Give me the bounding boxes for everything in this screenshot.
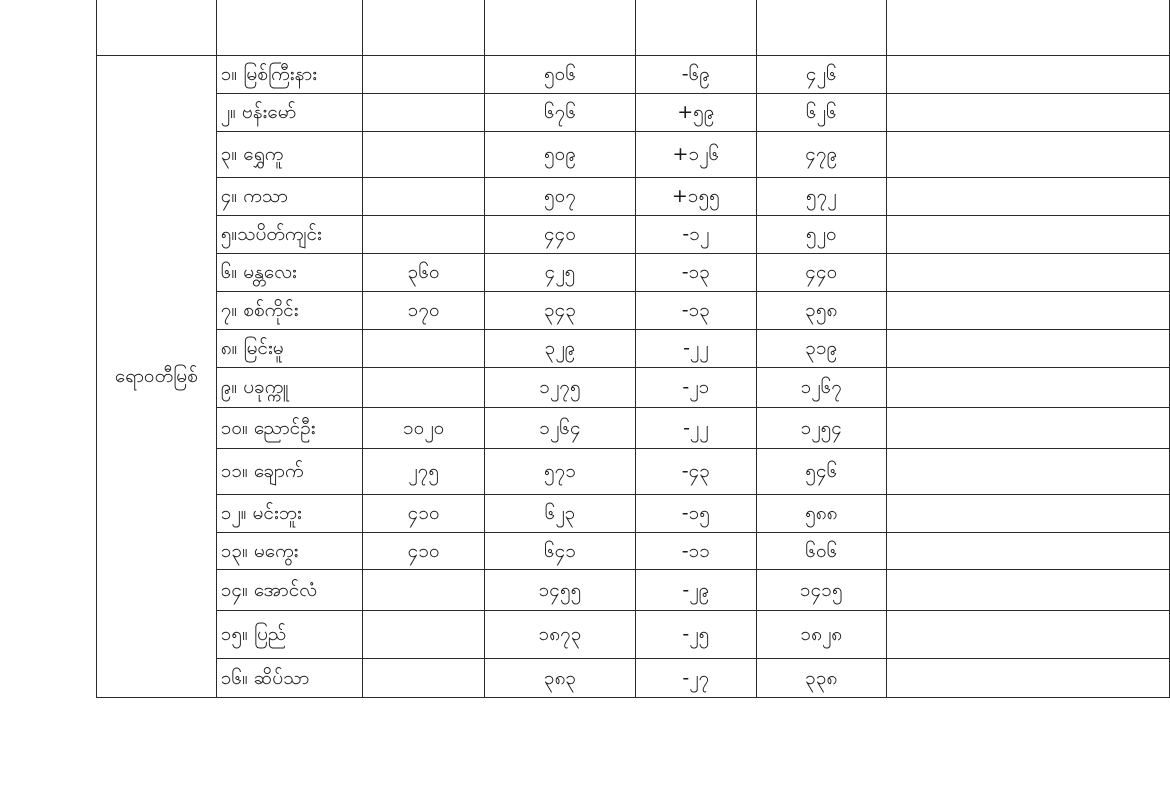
value-col-2: ၃၂၉ <box>484 330 635 368</box>
value-col-3: -၂၅ <box>636 611 756 659</box>
remarks-cell <box>886 368 1169 408</box>
value-col-3: -၁၅ <box>636 495 756 533</box>
table-row <box>97 216 1170 254</box>
value-col-4: ၁၂၆၇ <box>756 368 886 408</box>
value-col-3: -၂၇ <box>636 659 756 698</box>
value-col-2: ၆၂၃ <box>484 495 635 533</box>
table-row <box>97 132 1170 178</box>
header-cell <box>636 0 756 56</box>
value-col-1 <box>363 570 484 611</box>
table-row <box>97 533 1170 570</box>
value-col-1: ၂၇၅ <box>363 449 484 495</box>
value-col-4: ၅၇၂ <box>756 178 886 216</box>
value-col-3: +၁၅၅ <box>636 178 756 216</box>
remarks-cell <box>886 178 1169 216</box>
value-col-3: -၁၁ <box>636 533 756 570</box>
station-name: ၁၄။ အောင်လံ <box>216 570 363 611</box>
value-col-2: ၅၀၉ <box>484 132 635 178</box>
table-row <box>97 659 1170 698</box>
value-col-2: ၆၇၆ <box>484 94 635 132</box>
station-name: ၁။ မြစ်ကြီးနား <box>216 56 363 94</box>
station-name: ၁၅။ ပြည် <box>216 611 363 659</box>
value-col-1 <box>363 94 484 132</box>
value-col-2: ၁၂၆၄ <box>484 408 635 449</box>
remarks-cell <box>886 292 1169 330</box>
value-col-3: -၂၁ <box>636 368 756 408</box>
value-col-2: ၄၂၅ <box>484 254 635 292</box>
value-col-1 <box>363 330 484 368</box>
table-row <box>97 570 1170 611</box>
value-col-4: ၄၂၆ <box>756 56 886 94</box>
remarks-cell <box>886 495 1169 533</box>
remarks-cell <box>886 330 1169 368</box>
value-col-3: +၁၂၆ <box>636 132 756 178</box>
remarks-cell <box>886 408 1169 449</box>
table-row <box>97 495 1170 533</box>
remarks-cell <box>886 570 1169 611</box>
value-col-4: ၅၈၈ <box>756 495 886 533</box>
table-row <box>97 254 1170 292</box>
value-col-3: -၁၃ <box>636 254 756 292</box>
value-col-3: -၁၃ <box>636 292 756 330</box>
table-row <box>97 292 1170 330</box>
value-col-2: ၁၂၇၅ <box>484 368 635 408</box>
value-col-2: ၆၄၁ <box>484 533 635 570</box>
value-col-1 <box>363 611 484 659</box>
header-cell <box>216 0 363 56</box>
value-col-2: ၃၄၃ <box>484 292 635 330</box>
value-col-3: -၂၂ <box>636 408 756 449</box>
station-name: ၇။ စစ်ကိုင်း <box>216 292 363 330</box>
value-col-3: -၆၉ <box>636 56 756 94</box>
table-row <box>97 330 1170 368</box>
value-col-3: -၂၂ <box>636 330 756 368</box>
value-col-1: ၁၀၂၀ <box>363 408 484 449</box>
station-name: ၂။ ဗန်းမော် <box>216 94 363 132</box>
value-col-3: +၅၉ <box>636 94 756 132</box>
table-row <box>97 408 1170 449</box>
value-col-2: ၅၀၇ <box>484 178 635 216</box>
value-col-3: -၂၉ <box>636 570 756 611</box>
remarks-cell <box>886 533 1169 570</box>
value-col-1: ၃၆၀ <box>363 254 484 292</box>
table-row <box>97 449 1170 495</box>
value-col-1 <box>363 56 484 94</box>
remarks-cell <box>886 56 1169 94</box>
header-cell <box>97 0 217 56</box>
value-col-3: -၄၃ <box>636 449 756 495</box>
station-name: ၈။ မြင်းမူ <box>216 330 363 368</box>
header-cell <box>363 0 484 56</box>
value-col-2: ၁၈၇၃ <box>484 611 635 659</box>
remarks-cell <box>886 254 1169 292</box>
value-col-4: ၆၂၆ <box>756 94 886 132</box>
value-col-2: ၅၀၆ <box>484 56 635 94</box>
station-name: ၃။ ရွှေကူ <box>216 132 363 178</box>
value-col-1 <box>363 368 484 408</box>
header-cell <box>756 0 886 56</box>
remarks-cell <box>886 611 1169 659</box>
value-col-2: ၃၈၃ <box>484 659 635 698</box>
value-col-1 <box>363 659 484 698</box>
remarks-cell <box>886 216 1169 254</box>
value-col-4: ၁၈၂၈ <box>756 611 886 659</box>
value-col-1: ၁၇၀ <box>363 292 484 330</box>
value-col-1: ၄၁၀ <box>363 533 484 570</box>
value-col-4: ၄၇၉ <box>756 132 886 178</box>
value-col-4: ၃၃၈ <box>756 659 886 698</box>
remarks-cell <box>886 449 1169 495</box>
table-row <box>97 178 1170 216</box>
header-cell <box>484 0 635 56</box>
station-name: ၉။ ပခုက္ကူ <box>216 368 363 408</box>
station-name: ၁၁။ ချောက် <box>216 449 363 495</box>
value-col-1 <box>363 132 484 178</box>
table-row <box>97 56 1170 94</box>
table-row <box>97 611 1170 659</box>
value-col-3: -၁၂ <box>636 216 756 254</box>
station-name: ၁၂။ မင်းဘူး <box>216 495 363 533</box>
station-name: ၅။သပိတ်ကျင်း <box>216 216 363 254</box>
remarks-cell <box>886 94 1169 132</box>
station-name: ၁၀။ ညောင်ဦး <box>216 408 363 449</box>
value-col-1 <box>363 216 484 254</box>
value-col-4: ၁၄၁၅ <box>756 570 886 611</box>
value-col-4: ၅၄၆ <box>756 449 886 495</box>
station-name: ၆။ မန္တလေး <box>216 254 363 292</box>
value-col-4: ၆၀၆ <box>756 533 886 570</box>
station-name: ၁၃။ မကွေး <box>216 533 363 570</box>
value-col-1: ၄၁၀ <box>363 495 484 533</box>
table-row <box>97 368 1170 408</box>
header-cell <box>886 0 1169 56</box>
station-name: ၄။ ကသာ <box>216 178 363 216</box>
value-col-4: ၁၂၅၄ <box>756 408 886 449</box>
value-col-2: ၅၇၁ <box>484 449 635 495</box>
value-col-2: ၄၄၀ <box>484 216 635 254</box>
value-col-2: ၁၄၅၅ <box>484 570 635 611</box>
station-name: ၁၆။ ဆိပ်သာ <box>216 659 363 698</box>
value-col-1 <box>363 178 484 216</box>
remarks-cell <box>886 659 1169 698</box>
value-col-4: ၄၄၀ <box>756 254 886 292</box>
table-row <box>97 94 1170 132</box>
river-level-table <box>96 0 1170 698</box>
remarks-cell <box>886 132 1169 178</box>
region-label: ရောဝတီမြစ် <box>97 56 217 698</box>
value-col-4: ၅၂၀ <box>756 216 886 254</box>
value-col-4: ၃၁၉ <box>756 330 886 368</box>
table-header-row <box>97 0 1170 56</box>
value-col-4: ၃၅၈ <box>756 292 886 330</box>
